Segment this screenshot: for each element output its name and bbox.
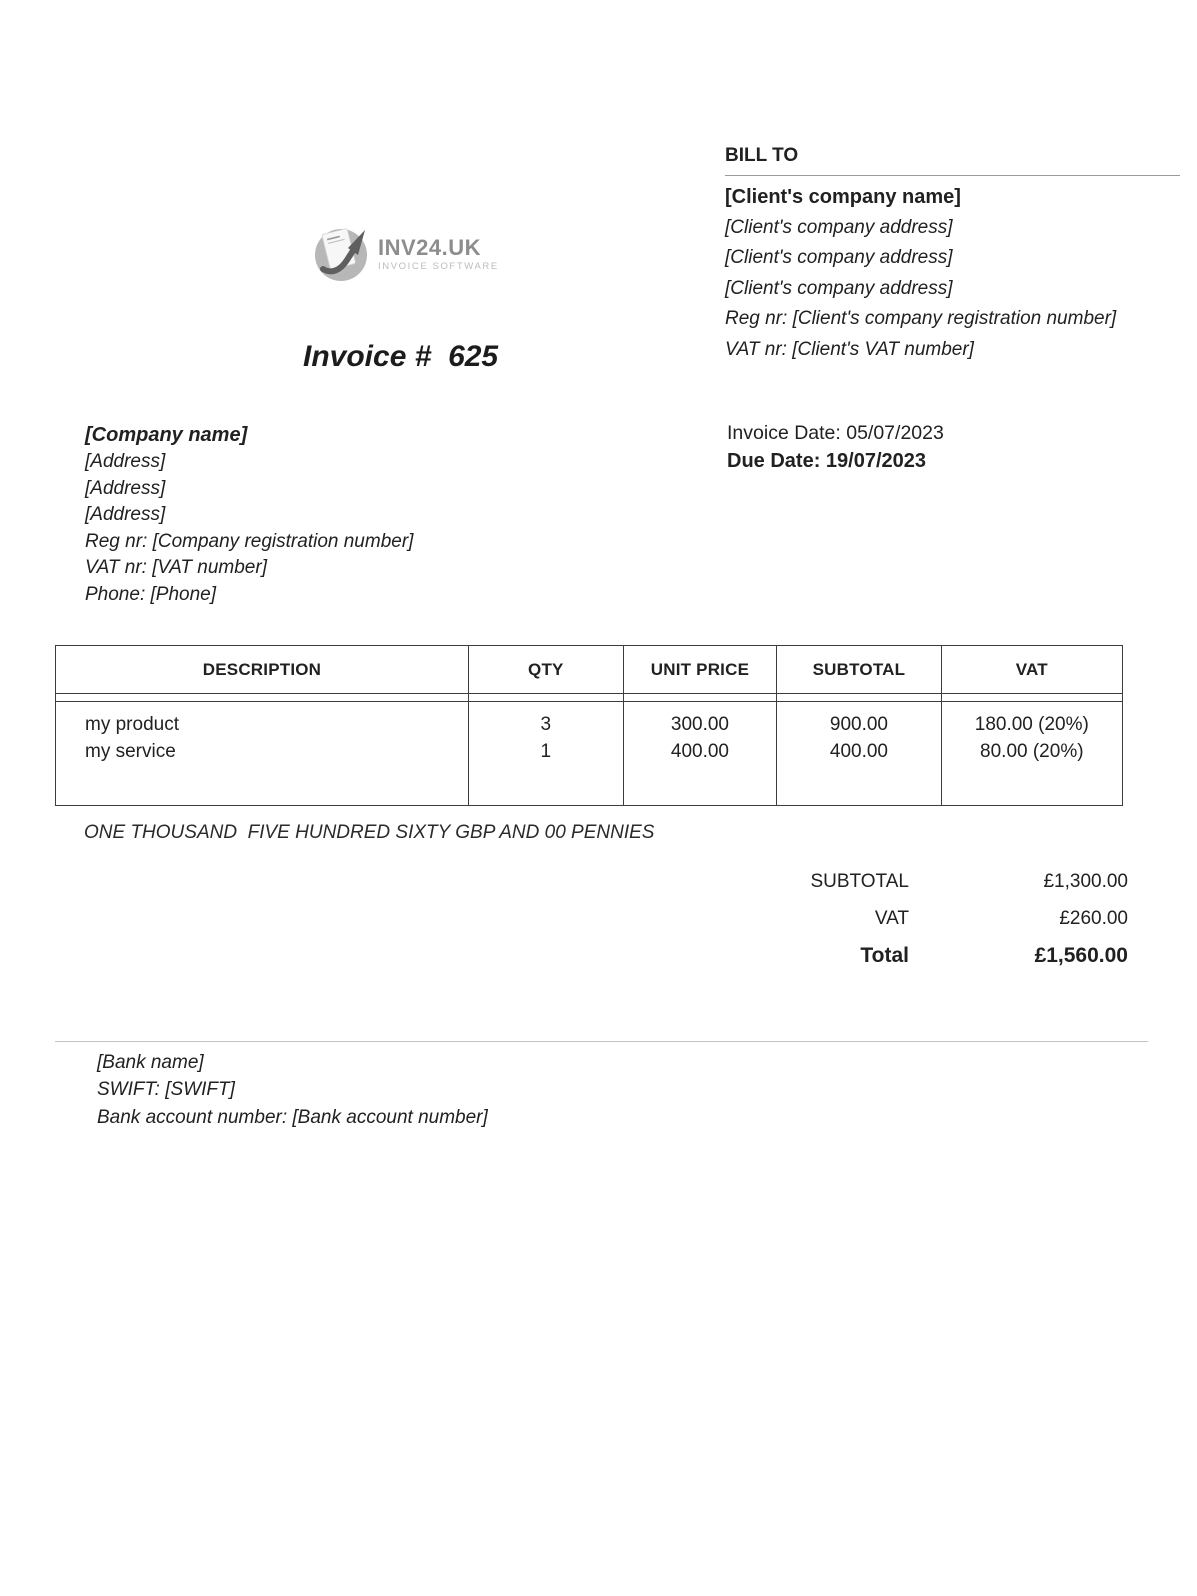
- company-address-line: [Address]: [85, 451, 166, 472]
- bill-to-heading: BILL TO: [725, 144, 1180, 176]
- item-description: my product: [56, 702, 469, 737]
- table-row: [56, 736, 1123, 767]
- logo-tagline: INVOICE SOFTWARE: [378, 261, 499, 272]
- item-vat: 180.00 (20%): [941, 702, 1122, 737]
- invoice-title: Invoice # 625: [303, 340, 499, 373]
- item-unit-price: 400.00: [623, 736, 777, 767]
- spacer-cell: [468, 694, 623, 702]
- company-vat-number: VAT nr: [VAT number]: [85, 557, 267, 579]
- vat-row: [700, 909, 1128, 929]
- header-unit-price: UNIT PRICE: [623, 646, 777, 694]
- table-row: [56, 702, 1123, 737]
- client-details: [725, 213, 1180, 365]
- item-unit-price: 300.00: [623, 702, 777, 737]
- company-address-line: [Address]: [85, 477, 166, 499]
- logo: [313, 222, 499, 287]
- item-qty: 3: [468, 702, 623, 737]
- logo-name: INV24.UK: [378, 235, 482, 260]
- total-row: [700, 946, 1128, 966]
- bank-name: [Bank name]: [97, 1052, 204, 1073]
- client-address-line: [Client's company address]: [725, 217, 953, 238]
- header-vat: VAT: [941, 646, 1122, 694]
- item-vat: 80.00 (20%): [941, 736, 1122, 767]
- filler-cell: [468, 767, 623, 805]
- totals-section: [700, 872, 1128, 983]
- item-subtotal: 900.00: [777, 702, 941, 737]
- amount-in-words: ONE THOUSAND FIVE HUNDRED SIXTY GBP AND 00 PENNIES: [84, 822, 655, 843]
- item-qty: 1: [468, 736, 623, 767]
- invoice-date: Invoice Date: 05/07/2023: [727, 422, 944, 444]
- spacer-cell: [56, 694, 469, 702]
- filler-cell: [56, 767, 469, 805]
- header-qty: QTY: [468, 646, 623, 694]
- company-reg-number: Reg nr: [Company registration number]: [85, 530, 414, 552]
- spacer-cell: [941, 694, 1122, 702]
- company-name: [Company name]: [85, 424, 248, 446]
- spacer-cell: [623, 694, 777, 702]
- inv24-logo-icon: [313, 222, 371, 287]
- company-section: [85, 422, 413, 609]
- header-spacer-row: [56, 694, 1123, 702]
- item-subtotal: 400.00: [777, 736, 941, 767]
- table-filler-row: [56, 767, 1123, 805]
- subtotal-row: [700, 872, 1128, 892]
- client-reg-number: Reg nr: [Client's company registration number]: [725, 308, 1117, 330]
- item-description: my service: [56, 736, 469, 767]
- total-value: £1,560.00: [1034, 944, 1128, 967]
- vat-value: £260.00: [1059, 908, 1128, 929]
- bank-account-number: Bank account number: [Bank account number]: [97, 1106, 488, 1128]
- bank-section: [97, 1049, 488, 1131]
- bank-divider: [55, 1041, 1148, 1042]
- subtotal-label: SUBTOTAL: [810, 871, 909, 892]
- client-company-name: [Client's company name]: [725, 186, 961, 208]
- client-vat-number: VAT nr: [Client's VAT number]: [725, 338, 974, 360]
- filler-cell: [777, 767, 941, 805]
- filler-cell: [623, 767, 777, 805]
- subtotal-value: £1,300.00: [1043, 871, 1128, 892]
- vat-label: VAT: [874, 908, 909, 929]
- spacer-cell: [777, 694, 941, 702]
- items-table: [55, 645, 1123, 806]
- company-address-line: [Address]: [85, 504, 166, 526]
- company-phone: Phone: [Phone]: [85, 583, 216, 605]
- items-table-header-row: [56, 646, 1123, 694]
- due-date: Due Date: 19/07/2023: [727, 449, 927, 472]
- filler-cell: [941, 767, 1122, 805]
- dates-section: [727, 420, 944, 475]
- client-address-line: [Client's company address]: [725, 277, 953, 299]
- client-address-line: [Client's company address]: [725, 247, 953, 269]
- logo-text: [378, 236, 499, 273]
- bank-swift: SWIFT: [SWIFT]: [97, 1079, 235, 1101]
- header-description: DESCRIPTION: [56, 646, 469, 694]
- bill-to-section: [725, 144, 1180, 365]
- header-subtotal: SUBTOTAL: [777, 646, 941, 694]
- total-label: Total: [860, 944, 909, 967]
